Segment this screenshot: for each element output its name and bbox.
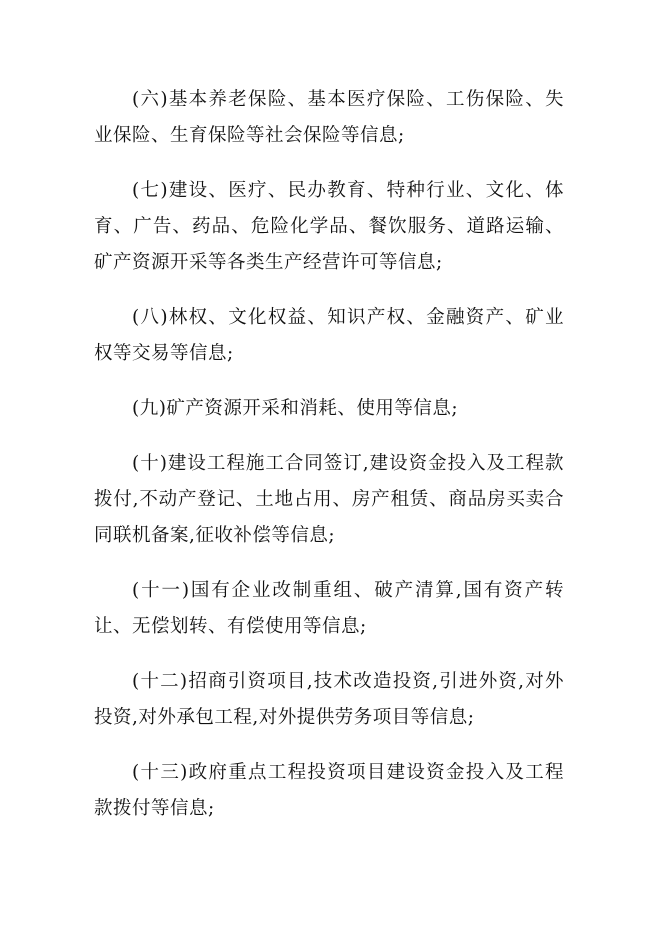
paragraph-item-7: (七)建设、医疗、民办教育、特种行业、文化、体育、广告、药品、危险化学品、餐饮服务、道路运输、矿产资源开采等各类生产经营许可等信息; (94, 180, 564, 273)
paragraph-item-12: (十二)招商引资项目,技术改造投资,引进外资,对外投资,对外承包工程,对外提供劳务项目等信息; (94, 671, 564, 728)
paragraph-item-6: (六)基本养老保险、基本医疗保险、工伤保险、失业保险、生育保险等社会保险等信息; (94, 89, 564, 146)
paragraph-item-11: (十一)国有企业改制重组、破产清算,国有资产转让、无偿划转、有偿使用等信息; (94, 580, 564, 637)
document-body (94, 82, 564, 846)
paragraph-item-8: (八)林权、文化权益、知识产权、金融资产、矿业权等交易等信息; (94, 307, 564, 364)
paragraph-item-10: (十)建设工程施工合同签订,建设资金投入及工程款拨付,不动产登记、土地占用、房产租赁、商品房买卖合同联机备案,征收补偿等信息; (94, 453, 564, 546)
paragraph-item-13: (十三)政府重点工程投资项目建设资金投入及工程款拨付等信息; (94, 762, 564, 819)
paragraph-item-9: (九)矿产资源开采和消耗、使用等信息; (132, 398, 459, 419)
